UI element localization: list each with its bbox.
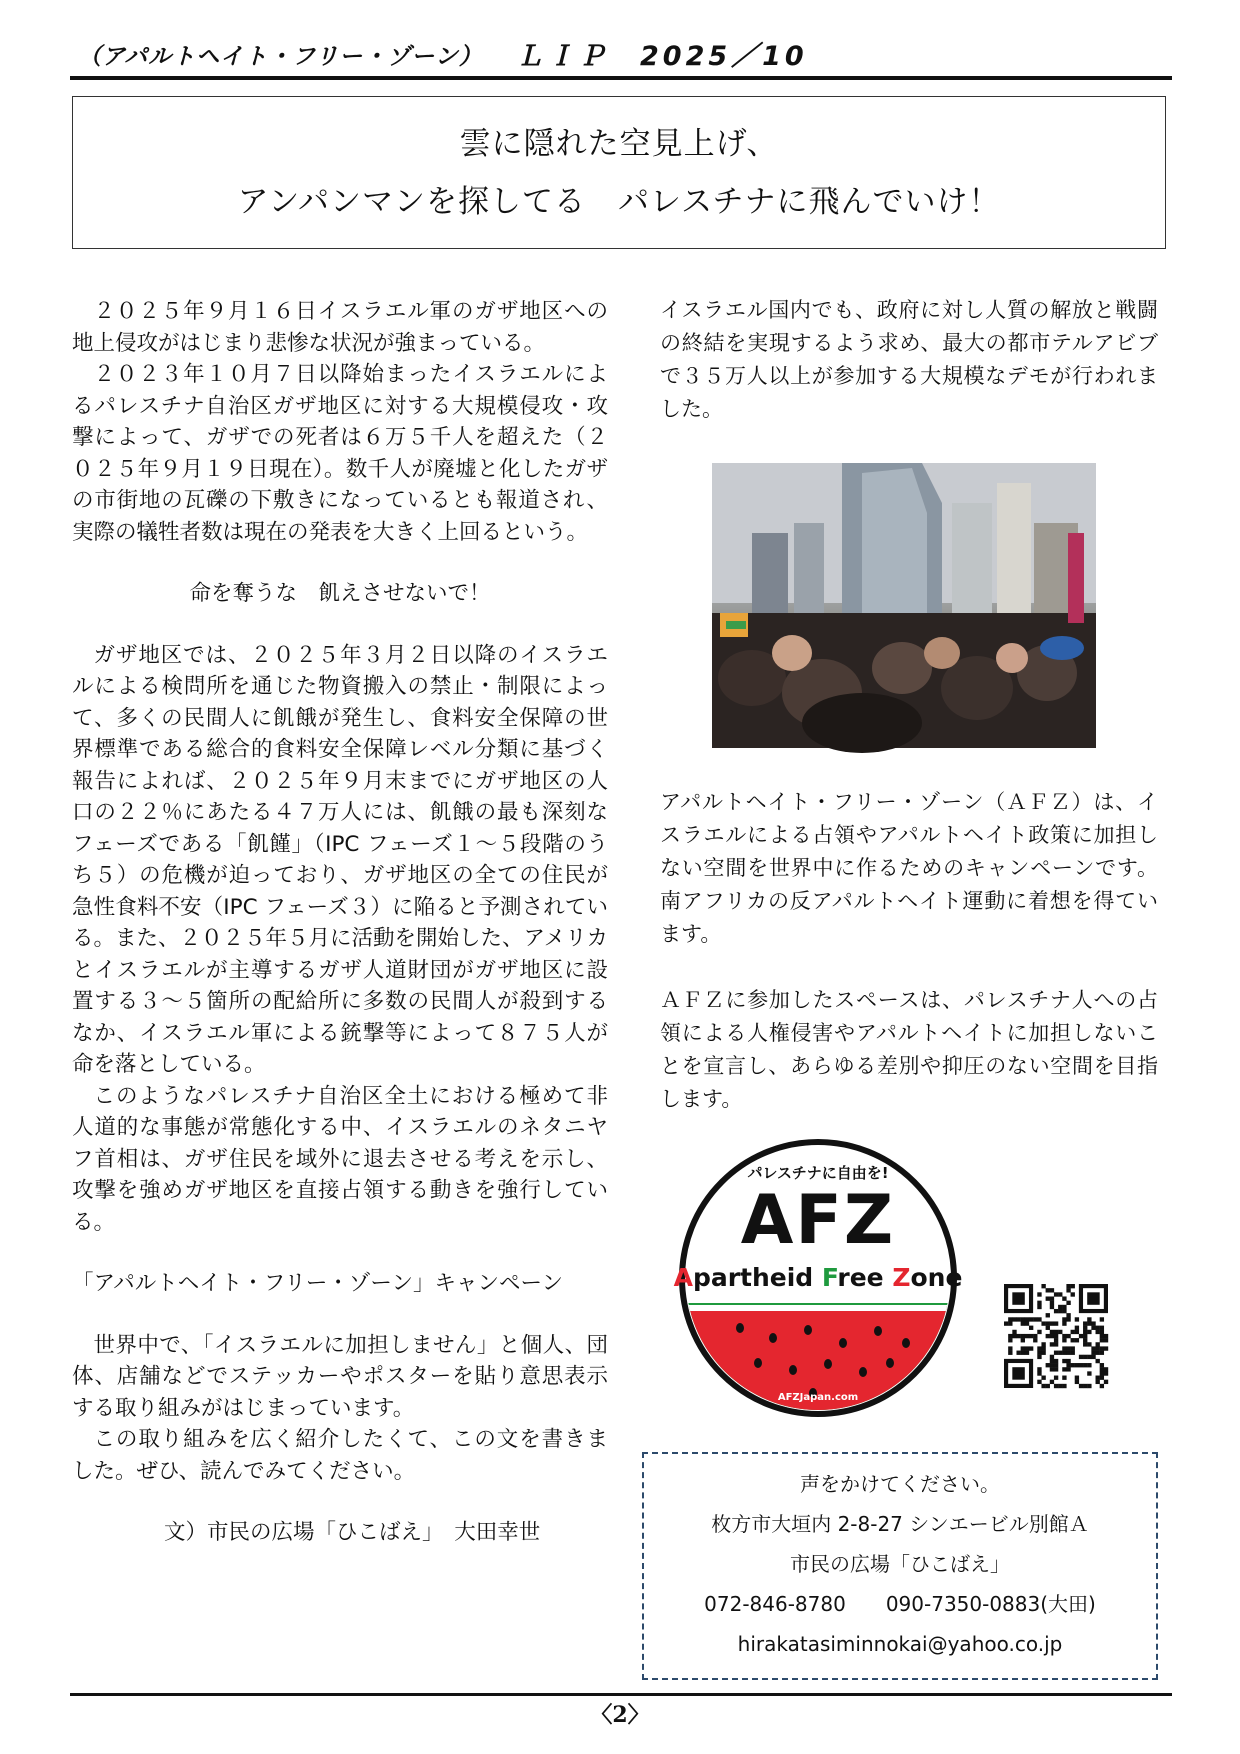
paragraph: この取り組みを広く紹介したくて、この文を書きました。ぜひ、読んでみてください。 xyxy=(72,1427,608,1484)
logo-subtitle: Apartheid Free Zone xyxy=(673,1263,963,1292)
qr-code[interactable] xyxy=(1004,1284,1108,1388)
paragraph: イスラエル国内でも、政府に対し人質の解放と戦闘の終結を実現するよう求め、最大の都市テルアビブで３５万人以上が参加する大規模なデモが行われました。 xyxy=(660,298,1158,421)
paragraph: ＡＦＺに参加したスペースは、パレスチナ人への占領による人権侵害やアパルトヘイトに加担しないことを宣言し、あらゆる差別や抑圧のない空間を目指します。 xyxy=(660,988,1158,1111)
qr-code-graphic xyxy=(1004,1284,1108,1388)
contact-phone-1[interactable]: 072-846-8780 xyxy=(704,1592,846,1616)
subheading: 命を奪うな 飢えさせないで！ xyxy=(189,581,491,606)
contact-prompt: 声をかけてください。 xyxy=(800,1472,1000,1496)
logo-top-text: パレスチナに自由を! xyxy=(747,1164,889,1182)
paragraph: 世界中で、「イスラエルに加担しません」と個人、団体、店舗などでステッカーやポスターを貼り意思表示する取り組みがはじまっています。 xyxy=(72,1332,608,1421)
photo-illustration xyxy=(712,463,1096,748)
right-column-afz-intro xyxy=(660,786,1158,951)
afz-logo xyxy=(673,1138,963,1418)
title-line-1: 雲に隠れた空見上げ、 xyxy=(459,125,779,162)
subheading: 「アパルトヘイト・フリー・ゾーン」キャンペーン xyxy=(72,1271,564,1296)
header-rule xyxy=(70,76,1172,80)
title-box xyxy=(72,96,1166,249)
contact-email[interactable]: hirakatasiminnokai@yahoo.co.jp xyxy=(737,1632,1063,1656)
logo-afz-text: AFZ xyxy=(740,1181,896,1260)
header-issue: ＬＩＰ 2025／10 xyxy=(516,41,808,72)
paragraph: アパルトヘイト・フリー・ゾーン（ＡＦＺ）は、イスラエルによる占領やアパルトヘイト政策に加担しない空間を世界中に作るためのキャンペーンです。南アフリカの反アパルトヘイト運動に着想を得ています。 xyxy=(660,790,1158,946)
paragraph: ２０２３年１０月７日以降始まったイスラエルによるパレスチナ自治区ガザ地区に対する大規模侵攻・攻撃によって、ガザでの死者は６万５千人を超えた（２０２５年９月１９日現在）。数千人が廃墟と化したガザの市街地の瓦礫の下敷きになっているとも報道され、実際の犠牲者数は現在の発表を大きく上回るという。 xyxy=(72,362,608,545)
demonstration-photo xyxy=(712,463,1096,748)
paragraph: ガザ地区では、２０２５年３月２日以降のイスラエルによる検問所を通じた物資搬入の禁止・制限によって、多くの民間人に飢餓が発生し、食料安全保障の世界標準である総合的食料安全保障レベル分類に基づく報告によれば、２０２５年９月末までにガザ地区の人口の２２％にあたる４７万人には、飢餓の最も深刻なフェーズである「飢饉」（IPC フェーズ１〜５段階のうち５）の危機が迫っており、ガザ地区の全ての住民が急性食料不安（IPC フェーズ３）に陥ると予測されている。また、２０２５年５月に活動を開始した、アメリカとイスラエルが主導するガザ人道財団がガザ地区に設置する３〜５箇所の配給所に多数の民間人が殺到するなか、イスラエル軍による銃撃等によって８７５人が命を落としている。 xyxy=(72,642,608,1077)
author-credit: 文）市民の広場「ひこばえ」 大田幸世 xyxy=(164,1520,541,1545)
afz-logo-graphic xyxy=(673,1138,963,1418)
contact-organization: 市民の広場「ひこばえ」 xyxy=(790,1552,1010,1576)
contact-box xyxy=(642,1452,1158,1680)
paragraph: このようなパレスチナ自治区全土における極めて非人道的な事態が常態化する中、イスラエルのネタニヤフ首相は、ガザ住民を域外に退去させる考えを示し、攻撃を強めガザ地区を直接占領する動きを強行している。 xyxy=(72,1083,608,1235)
right-column-afz-spaces xyxy=(660,984,1158,1116)
contact-address: 枚方市大垣内 2-8-27 シンエービル別館Ａ xyxy=(711,1512,1089,1536)
left-column xyxy=(72,296,608,1549)
title-line-2: アンパンマンを探してる パレスチナに飛んでいけ！ xyxy=(237,183,1001,220)
footer-rule xyxy=(70,1693,1172,1696)
right-column-intro xyxy=(660,294,1158,426)
header-section-title: （アパルトヘイト・フリー・ゾーン） xyxy=(78,44,483,70)
contact-phone-2[interactable]: 090-7350-0883(大田) xyxy=(885,1592,1096,1616)
page-number: 〈2〉 xyxy=(590,1702,650,1728)
logo-url: AFZJapan.com xyxy=(777,1392,859,1403)
paragraph: ２０２５年９月１６日イスラエル軍のガザ地区への地上侵攻がはじまり悲惨な状況が強まっている。 xyxy=(72,299,608,356)
